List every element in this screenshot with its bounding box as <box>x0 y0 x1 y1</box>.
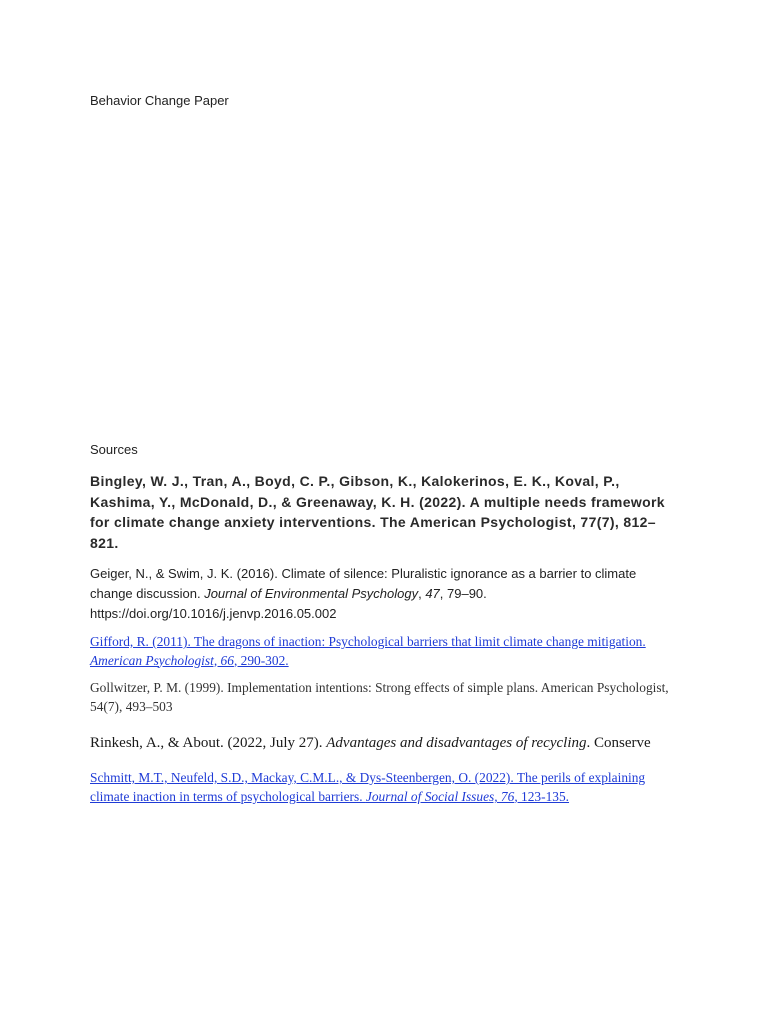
reference-rinkesh-text: Rinkesh, A., & About. (2022, July 27). <box>90 735 327 751</box>
reference-gifford-text: Gifford, R. (2011). The dragons of inaction: Psychological barriers that limit climate change mitigation. <box>90 634 646 649</box>
reference-gifford-link[interactable] <box>90 633 680 670</box>
reference-gifford-journal: American Psychologist, 66 <box>90 652 234 668</box>
reference-schmitt-pages: , 123-135. <box>514 789 570 804</box>
reference-rinkesh-title: Advantages and disadvantages of recycling <box>326 735 587 751</box>
reference-geiger <box>90 564 680 624</box>
reference-geiger-sep: , <box>418 586 426 601</box>
reference-schmitt-journal: Journal of Social Issues, 76 <box>365 789 515 804</box>
reference-schmitt-link[interactable] <box>90 768 680 806</box>
reference-geiger-text: Geiger, N., & Swim, J. K. (2016). Climate of silence: Pluralistic ignorance as a barrier to climate change discussion. <box>90 566 637 601</box>
reference-geiger-volume: 47 <box>425 586 440 601</box>
reference-rinkesh-publisher: . Conserve <box>586 735 651 751</box>
reference-geiger-journal: Journal of Environmental Psychology <box>204 586 419 601</box>
reference-rinkesh <box>90 733 680 753</box>
reference-gollwitzer: Gollwitzer, P. M. (1999). Implementation intentions: Strong effects of simple plans. American Psychologist, 54(7), 493–503 <box>90 680 669 714</box>
reference-bingley: Bingley, W. J., Tran, A., Boyd, C. P., Gibson, K., Kalokerinos, E. K., Koval, P., Kashima, Y., McDonald, D., & Greenaway, K. H. (2022). A multiple needs framework for climate change anxiety interventions. The American Psychologist, 77(7), 812–821. <box>90 473 665 551</box>
reference-geiger-pages: , 79–90. https://doi.org/10.1016/j.jenvp.2016.05.002 <box>90 586 487 621</box>
reference-schmitt-text: Schmitt, M.T., Neufeld, S.D., Mackay, C.M.L., & Dys-Steenbergen, O. (2022). The perils of explaining climate inaction in terms of psychological barriers. <box>90 770 646 804</box>
reference-gifford-pages: , 290-302. <box>233 652 289 668</box>
document-title: Behavior Change Paper <box>90 93 229 108</box>
sources-heading: Sources <box>90 442 138 457</box>
